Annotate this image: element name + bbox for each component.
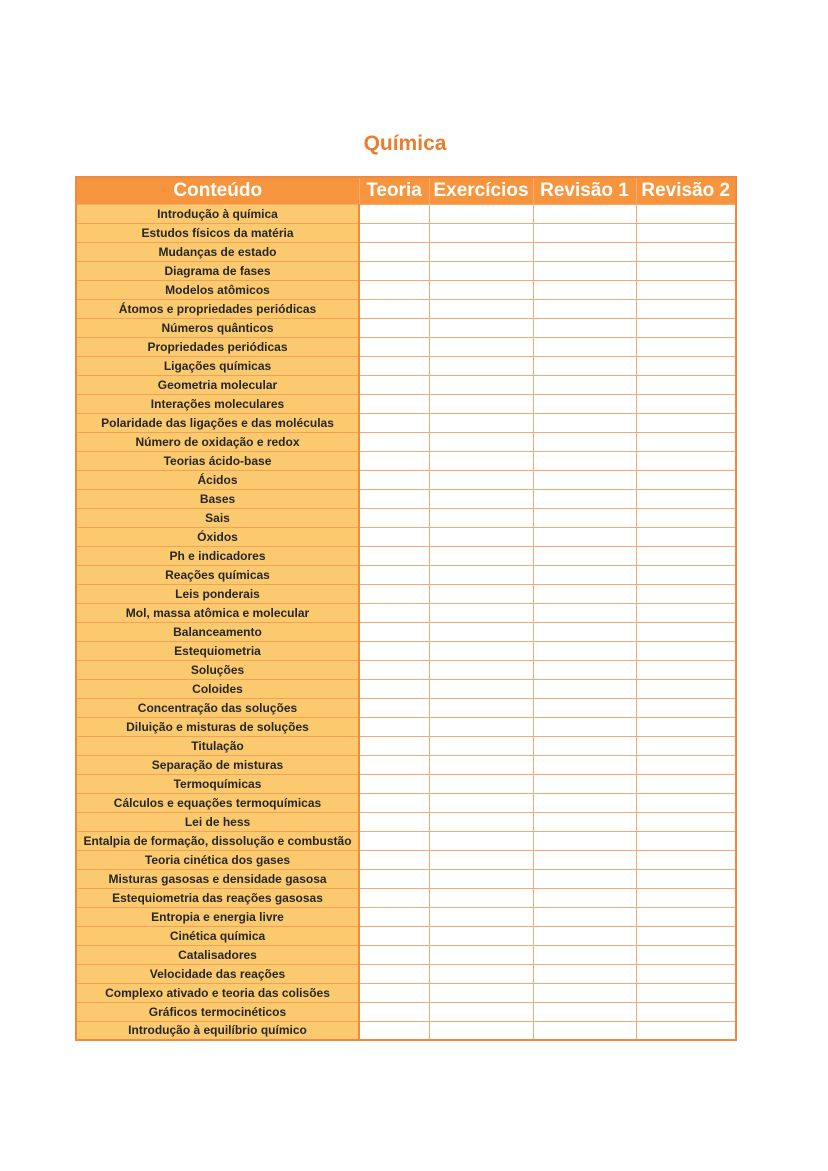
progress-cell: [429, 394, 533, 413]
progress-cell: [636, 641, 736, 660]
topic-label: Teoria cinética dos gases: [76, 850, 359, 869]
progress-cell: [636, 660, 736, 679]
progress-cell: [636, 204, 736, 223]
progress-cell: [429, 375, 533, 394]
topic-label: Mol, massa atômica e molecular: [76, 603, 359, 622]
progress-cell: [429, 679, 533, 698]
progress-cell: [533, 261, 636, 280]
progress-cell: [533, 774, 636, 793]
column-header-3: Revisão 1: [533, 177, 636, 204]
topic-label: Números quânticos: [76, 318, 359, 337]
progress-cell: [359, 964, 429, 983]
progress-cell: [429, 1021, 533, 1040]
topic-label: Titulação: [76, 736, 359, 755]
progress-cell: [533, 793, 636, 812]
progress-cell: [533, 641, 636, 660]
progress-cell: [636, 280, 736, 299]
progress-cell: [359, 242, 429, 261]
topic-label: Estequiometria das reações gasosas: [76, 888, 359, 907]
progress-cell: [533, 945, 636, 964]
progress-cell: [359, 318, 429, 337]
topic-label: Mudanças de estado: [76, 242, 359, 261]
topic-label: Coloides: [76, 679, 359, 698]
topic-label: Velocidade das reações: [76, 964, 359, 983]
table-row: [76, 1021, 736, 1040]
progress-cell: [429, 451, 533, 470]
progress-cell: [429, 660, 533, 679]
topic-label: Estequiometria: [76, 641, 359, 660]
progress-cell: [359, 717, 429, 736]
progress-cell: [429, 755, 533, 774]
progress-cell: [533, 869, 636, 888]
progress-cell: [359, 489, 429, 508]
progress-cell: [429, 888, 533, 907]
progress-cell: [533, 850, 636, 869]
progress-cell: [359, 394, 429, 413]
progress-cell: [636, 603, 736, 622]
progress-cell: [533, 337, 636, 356]
progress-cell: [359, 774, 429, 793]
table-row: [76, 375, 736, 394]
progress-cell: [533, 888, 636, 907]
table-row: [76, 926, 736, 945]
progress-cell: [429, 945, 533, 964]
progress-cell: [359, 793, 429, 812]
table-row: [76, 584, 736, 603]
topic-label: Átomos e propriedades periódicas: [76, 299, 359, 318]
progress-cell: [359, 945, 429, 964]
topic-label: Interações moleculares: [76, 394, 359, 413]
progress-cell: [429, 983, 533, 1002]
column-header-2: Exercícios: [429, 177, 533, 204]
progress-cell: [429, 698, 533, 717]
progress-cell: [533, 280, 636, 299]
progress-cell: [636, 356, 736, 375]
table-row: [76, 736, 736, 755]
progress-cell: [359, 603, 429, 622]
topic-label: Introdução à química: [76, 204, 359, 223]
progress-cell: [359, 261, 429, 280]
progress-cell: [533, 242, 636, 261]
table-row: [76, 945, 736, 964]
table-row: [76, 432, 736, 451]
progress-cell: [429, 242, 533, 261]
table-row: [76, 280, 736, 299]
progress-cell: [429, 641, 533, 660]
progress-cell: [636, 394, 736, 413]
progress-cell: [533, 1021, 636, 1040]
progress-cell: [429, 869, 533, 888]
progress-cell: [636, 489, 736, 508]
progress-cell: [359, 888, 429, 907]
topic-label: Ácidos: [76, 470, 359, 489]
progress-cell: [429, 584, 533, 603]
progress-cell: [359, 1021, 429, 1040]
topic-label: Entropia e energia livre: [76, 907, 359, 926]
column-header-1: Teoria: [359, 177, 429, 204]
progress-cell: [533, 356, 636, 375]
topic-label: Cinética química: [76, 926, 359, 945]
table-row: [76, 679, 736, 698]
topic-label: Termoquímicas: [76, 774, 359, 793]
progress-cell: [429, 204, 533, 223]
table-row: [76, 1002, 736, 1021]
table-row: [76, 717, 736, 736]
progress-cell: [533, 470, 636, 489]
topic-label: Ph e indicadores: [76, 546, 359, 565]
progress-cell: [359, 280, 429, 299]
progress-cell: [359, 660, 429, 679]
progress-cell: [533, 736, 636, 755]
progress-cell: [429, 489, 533, 508]
topic-label: Lei de hess: [76, 812, 359, 831]
progress-cell: [533, 717, 636, 736]
progress-cell: [429, 546, 533, 565]
progress-cell: [533, 565, 636, 584]
progress-cell: [636, 793, 736, 812]
progress-cell: [533, 983, 636, 1002]
progress-cell: [636, 470, 736, 489]
column-header-0: Conteúdo: [76, 177, 359, 204]
topic-label: Introdução à equilíbrio químico: [76, 1021, 359, 1040]
table-header: [76, 177, 736, 204]
progress-cell: [533, 394, 636, 413]
table-row: [76, 983, 736, 1002]
progress-cell: [429, 261, 533, 280]
table-row: [76, 508, 736, 527]
progress-cell: [429, 907, 533, 926]
progress-cell: [429, 850, 533, 869]
progress-cell: [636, 432, 736, 451]
table-row: [76, 261, 736, 280]
progress-cell: [359, 432, 429, 451]
progress-cell: [429, 964, 533, 983]
progress-cell: [533, 546, 636, 565]
progress-cell: [533, 964, 636, 983]
progress-cell: [533, 432, 636, 451]
progress-cell: [636, 375, 736, 394]
topic-label: Complexo ativado e teoria das colisões: [76, 983, 359, 1002]
progress-cell: [359, 565, 429, 584]
table-row: [76, 318, 736, 337]
table-row: [76, 831, 736, 850]
progress-cell: [359, 470, 429, 489]
progress-cell: [359, 641, 429, 660]
table-row: [76, 242, 736, 261]
progress-cell: [533, 299, 636, 318]
progress-cell: [429, 318, 533, 337]
progress-cell: [359, 926, 429, 945]
progress-cell: [429, 337, 533, 356]
progress-cell: [636, 242, 736, 261]
progress-cell: [533, 698, 636, 717]
table-row: [76, 223, 736, 242]
table-row: [76, 812, 736, 831]
table-row: [76, 641, 736, 660]
topic-label: Diluição e misturas de soluções: [76, 717, 359, 736]
progress-cell: [533, 584, 636, 603]
progress-cell: [636, 1021, 736, 1040]
progress-cell: [359, 679, 429, 698]
progress-cell: [429, 603, 533, 622]
column-header-4: Revisão 2: [636, 177, 736, 204]
progress-cell: [429, 508, 533, 527]
topic-label: Entalpia de formação, dissolução e combustão: [76, 831, 359, 850]
header-row: [76, 177, 736, 204]
progress-cell: [429, 280, 533, 299]
progress-cell: [636, 527, 736, 546]
progress-cell: [359, 413, 429, 432]
topic-label: Óxidos: [76, 527, 359, 546]
table-row: [76, 755, 736, 774]
table-row: [76, 660, 736, 679]
progress-cell: [636, 831, 736, 850]
table-row: [76, 451, 736, 470]
progress-cell: [359, 736, 429, 755]
progress-cell: [533, 622, 636, 641]
progress-cell: [533, 831, 636, 850]
progress-cell: [429, 717, 533, 736]
progress-cell: [359, 698, 429, 717]
progress-cell: [533, 318, 636, 337]
progress-cell: [359, 831, 429, 850]
table-row: [76, 489, 736, 508]
topic-label: Concentração das soluções: [76, 698, 359, 717]
topic-label: Misturas gasosas e densidade gasosa: [76, 869, 359, 888]
table-row: [76, 204, 736, 223]
table-row: [76, 774, 736, 793]
topic-label: Estudos físicos da matéria: [76, 223, 359, 242]
table-row: [76, 793, 736, 812]
progress-cell: [533, 489, 636, 508]
progress-cell: [429, 299, 533, 318]
progress-cell: [636, 907, 736, 926]
table-body: [76, 204, 736, 1040]
progress-cell: [533, 413, 636, 432]
table-row: [76, 546, 736, 565]
progress-cell: [533, 603, 636, 622]
table-row: [76, 394, 736, 413]
progress-cell: [429, 622, 533, 641]
topic-label: Separação de misturas: [76, 755, 359, 774]
topic-label: Reações químicas: [76, 565, 359, 584]
progress-cell: [636, 964, 736, 983]
progress-cell: [429, 223, 533, 242]
progress-cell: [636, 850, 736, 869]
topic-label: Balanceamento: [76, 622, 359, 641]
table-row: [76, 622, 736, 641]
progress-cell: [636, 698, 736, 717]
table-row: [76, 356, 736, 375]
progress-cell: [636, 812, 736, 831]
table-row: [76, 527, 736, 546]
progress-cell: [533, 812, 636, 831]
table-row: [76, 603, 736, 622]
progress-cell: [429, 413, 533, 432]
progress-cell: [359, 755, 429, 774]
page-title: Química: [363, 132, 447, 155]
table-row: [76, 850, 736, 869]
topic-label: Ligações químicas: [76, 356, 359, 375]
topic-label: Teorias ácido-base: [76, 451, 359, 470]
progress-cell: [533, 375, 636, 394]
progress-cell: [533, 508, 636, 527]
progress-cell: [636, 451, 736, 470]
progress-cell: [429, 470, 533, 489]
topic-label: Cálculos e equações termoquímicas: [76, 793, 359, 812]
topic-label: Polaridade das ligações e das moléculas: [76, 413, 359, 432]
topic-label: Leis ponderais: [76, 584, 359, 603]
progress-cell: [636, 584, 736, 603]
progress-cell: [359, 337, 429, 356]
progress-cell: [533, 527, 636, 546]
table-row: [76, 698, 736, 717]
progress-cell: [429, 926, 533, 945]
progress-cell: [429, 831, 533, 850]
progress-cell: [533, 223, 636, 242]
table-row: [76, 964, 736, 983]
progress-cell: [429, 736, 533, 755]
progress-cell: [359, 1002, 429, 1021]
progress-cell: [359, 622, 429, 641]
topic-label: Geometria molecular: [76, 375, 359, 394]
progress-cell: [636, 888, 736, 907]
progress-cell: [359, 812, 429, 831]
progress-cell: [359, 869, 429, 888]
progress-cell: [359, 204, 429, 223]
table-row: [76, 869, 736, 888]
topic-label: Soluções: [76, 660, 359, 679]
table-row: [76, 470, 736, 489]
progress-cell: [429, 1002, 533, 1021]
progress-cell: [636, 679, 736, 698]
progress-cell: [636, 926, 736, 945]
progress-cell: [533, 1002, 636, 1021]
progress-cell: [359, 850, 429, 869]
progress-cell: [636, 755, 736, 774]
progress-cell: [636, 774, 736, 793]
progress-cell: [636, 945, 736, 964]
progress-cell: [359, 299, 429, 318]
progress-cell: [533, 679, 636, 698]
table-row: [76, 413, 736, 432]
progress-cell: [359, 356, 429, 375]
study-table: [75, 176, 737, 1041]
topic-label: Bases: [76, 489, 359, 508]
progress-cell: [533, 204, 636, 223]
progress-cell: [636, 622, 736, 641]
table-row: [76, 565, 736, 584]
progress-cell: [359, 223, 429, 242]
progress-cell: [533, 907, 636, 926]
topic-label: Sais: [76, 508, 359, 527]
progress-cell: [429, 432, 533, 451]
progress-cell: [636, 223, 736, 242]
progress-cell: [533, 755, 636, 774]
progress-cell: [636, 1002, 736, 1021]
progress-cell: [636, 717, 736, 736]
progress-cell: [636, 736, 736, 755]
progress-cell: [359, 527, 429, 546]
progress-cell: [636, 261, 736, 280]
progress-cell: [359, 546, 429, 565]
progress-cell: [429, 793, 533, 812]
progress-cell: [636, 983, 736, 1002]
progress-cell: [636, 299, 736, 318]
topic-label: Gráficos termocinéticos: [76, 1002, 359, 1021]
progress-cell: [359, 907, 429, 926]
table-row: [76, 888, 736, 907]
progress-cell: [636, 508, 736, 527]
topic-label: Modelos atômicos: [76, 280, 359, 299]
topic-label: Catalisadores: [76, 945, 359, 964]
topic-label: Diagrama de fases: [76, 261, 359, 280]
table-row: [76, 907, 736, 926]
progress-cell: [636, 413, 736, 432]
progress-cell: [636, 869, 736, 888]
progress-cell: [636, 565, 736, 584]
progress-cell: [636, 318, 736, 337]
progress-cell: [636, 337, 736, 356]
progress-cell: [359, 983, 429, 1002]
topic-label: Propriedades periódicas: [76, 337, 359, 356]
progress-cell: [359, 375, 429, 394]
table-row: [76, 337, 736, 356]
progress-cell: [429, 774, 533, 793]
progress-cell: [533, 660, 636, 679]
progress-cell: [429, 565, 533, 584]
progress-cell: [429, 356, 533, 375]
progress-cell: [359, 508, 429, 527]
progress-cell: [636, 546, 736, 565]
progress-cell: [359, 451, 429, 470]
progress-cell: [429, 812, 533, 831]
topic-label: Número de oxidação e redox: [76, 432, 359, 451]
progress-cell: [533, 926, 636, 945]
table-row: [76, 299, 736, 318]
progress-cell: [533, 451, 636, 470]
progress-cell: [429, 527, 533, 546]
progress-cell: [359, 584, 429, 603]
